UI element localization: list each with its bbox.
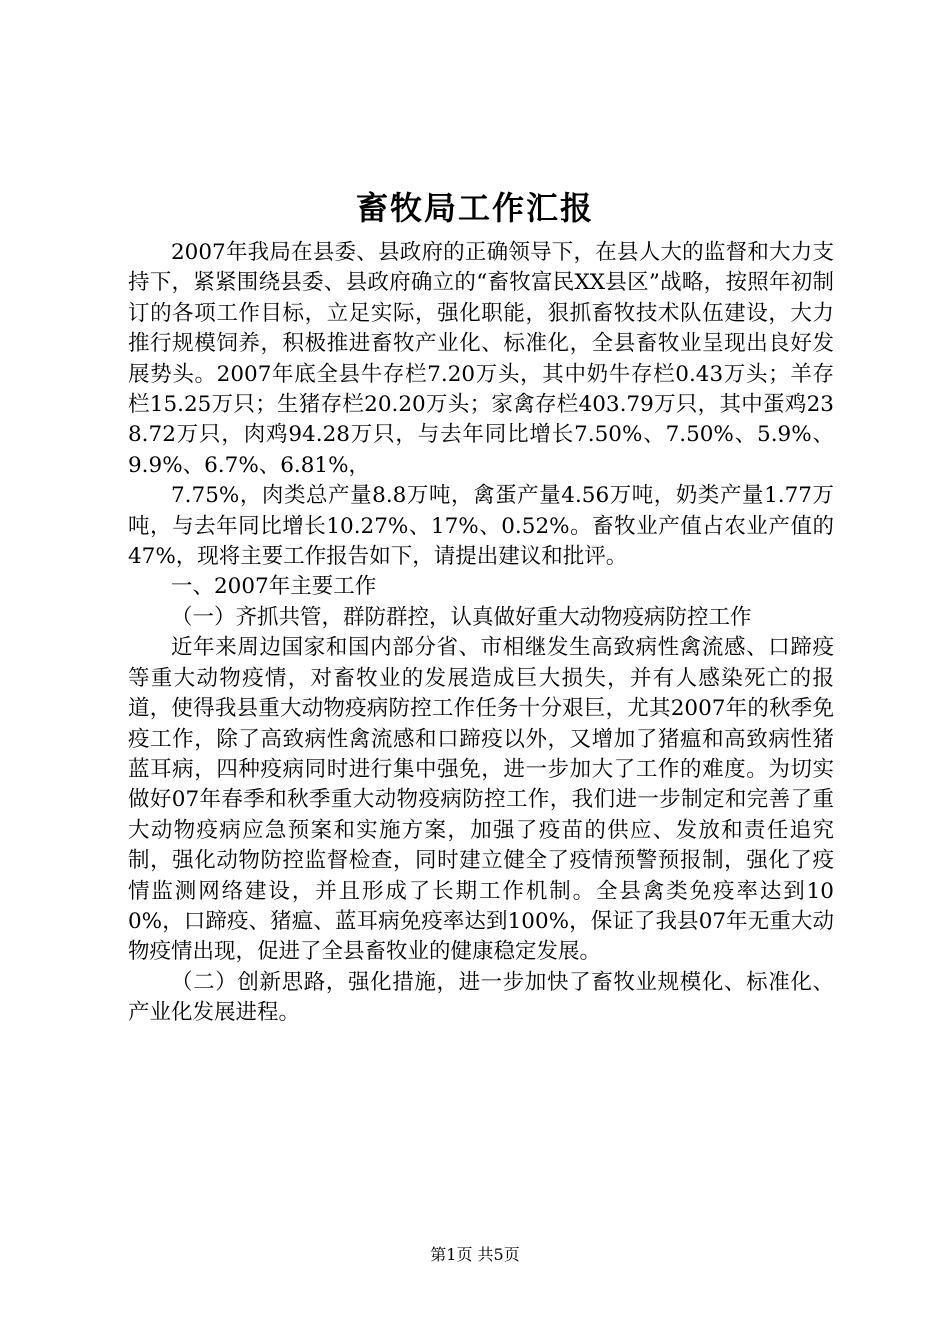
page-footer: 第1页 共5页	[430, 1245, 520, 1264]
document-title: 畜牧局工作汇报	[355, 189, 594, 227]
paragraph-intro: 2007年我局在县委、县政府的正确领导下，在县人大的监督和大力支持下，紧紧围绕县委、县政府确立的“畜牧富民XX县区”战略，按照年初制订的各项工作目标，立足实际，强化职能，狠抓畜牧技术队伍建设，大力推行规模饲养，积极推进畜牧产业化、标准化，全县畜牧业呈现出良好发展势头。2007年底全县牛存栏7.20万头，其中奶牛存栏0.43万头；羊存栏15.25万只；生猪存栏20.20万头；家禽存栏403.79万只，其中蛋鸡238.72万只，肉鸡94.28万只，与去年同比增长7.50%、7.50%、5.9%、9.9%、6.7%、6.81%，	[128, 240, 834, 478]
section-heading: 一、2007年主要工作	[171, 574, 377, 600]
subsection-heading-1: （一）齐抓共管，群防群控，认真做好重大动物疫病防控工作	[171, 604, 752, 630]
subsection-heading-2: （二）创新思路，强化措施，进一步加快了畜牧业规模化、标准化、产业化发展进程。	[128, 969, 834, 1026]
paragraph-disease-control: 近年来周边国家和国内部分省、市相继发生高致病性禽流感、口蹄疫等重大动物疫情，对畜牧业的发展造成巨大损失，并有人感染死亡的报道，使得我县重大动物疫病防控工作任务十分艰巨，尤其2007年的秋季免疫工作，除了高致病性禽流感和口蹄疫以外，又增加了猪瘟和高致病性猪蓝耳病，四种疫病同时进行集中强免，进一步加大了工作的难度。为切实做好07年春季和秋季重大动物疫病防控工作，我们进一步制定和完善了重大动物疫病应急预案和实施方案，加强了疫苗的供应、发放和责任追究制，强化动物防控监督检查，同时建立健全了疫情预警预报制，强化了疫情监测网络建设，并且形成了长期工作机制。全县禽类免疫率达到100%，口蹄疫、猪瘟、蓝耳病免疫率达到100%，保证了我县07年无重大动物疫情出现，促进了全县畜牧业的健康稳定发展。	[128, 635, 834, 965]
paragraph-statistics: 7.75%，肉类总产量8.8万吨，禽蛋产量4.56万吨，奶类产量1.77万吨，与去年同比增长10.27%、17%、0.52%。畜牧业产值占农业产值的47%，现将主要工作报告如下，请提出建议和批评。	[128, 483, 834, 570]
document-body	[128, 238, 834, 1029]
